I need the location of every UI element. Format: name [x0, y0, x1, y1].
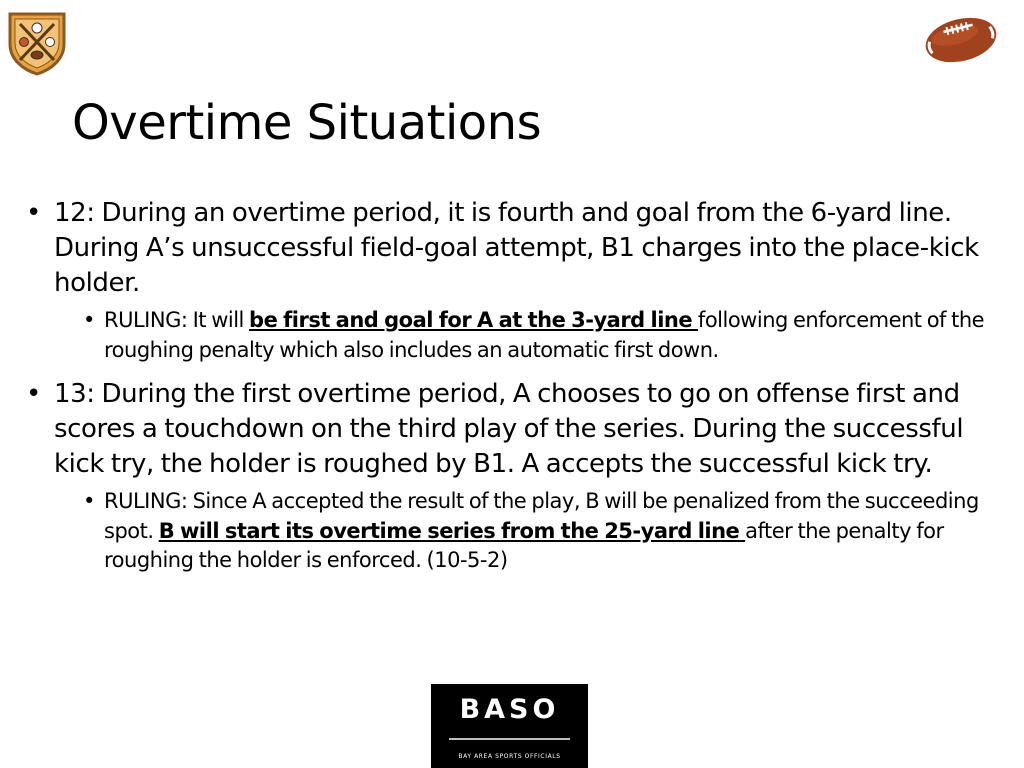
- ruling-text-continued: following enforcement of the roughing penalty which also includes an automatic first down.: [104, 308, 985, 362]
- crest-icon: [6, 10, 68, 76]
- ruling-item: [54, 487, 1004, 576]
- bullet: •: [26, 379, 41, 409]
- question-text: 12: During an overtime period, it is fourth and goal from the 6-yard line. During A’s unsuccessful field-goal attempt, B1 charges into the place-kick holder.: [54, 198, 979, 298]
- slide-body: [24, 196, 1004, 576]
- bullet: •: [83, 308, 95, 332]
- slide-title: Overtime Situations: [72, 95, 542, 151]
- bullet: •: [83, 489, 95, 513]
- ruling-emphasis: be first and goal for A at the 3-yard line: [249, 308, 698, 332]
- question-item: [24, 196, 1004, 301]
- baso-logo: [431, 684, 588, 768]
- ruling-text-continued: after the penalty for roughing the holder is enforced. (10-5-2): [104, 518, 944, 572]
- logo-subtitle: BAY AREA SPORTS OFFICIALS: [458, 753, 561, 760]
- bullet: •: [26, 198, 41, 228]
- question-text: 13: During the first overtime period, A chooses to go on offense first and scores a touchdown on the third play of the series. During the successful kick try, the holder is roughed by B1. A accepts the successful kick try.: [54, 379, 964, 479]
- ruling-text: RULING: It will: [104, 308, 250, 332]
- ruling-emphasis: B will start its overtime series from the 25-yard line: [158, 518, 746, 543]
- question-item: [24, 377, 1004, 482]
- ruling-item: [54, 306, 1004, 365]
- logo-divider: [449, 738, 570, 740]
- ruling-text: RULING: Since A accepted the result of the play, B will be penalized from the succeeding spot.: [104, 489, 979, 543]
- logo-wordmark: BASO: [459, 694, 560, 725]
- football-icon: [922, 14, 1000, 66]
